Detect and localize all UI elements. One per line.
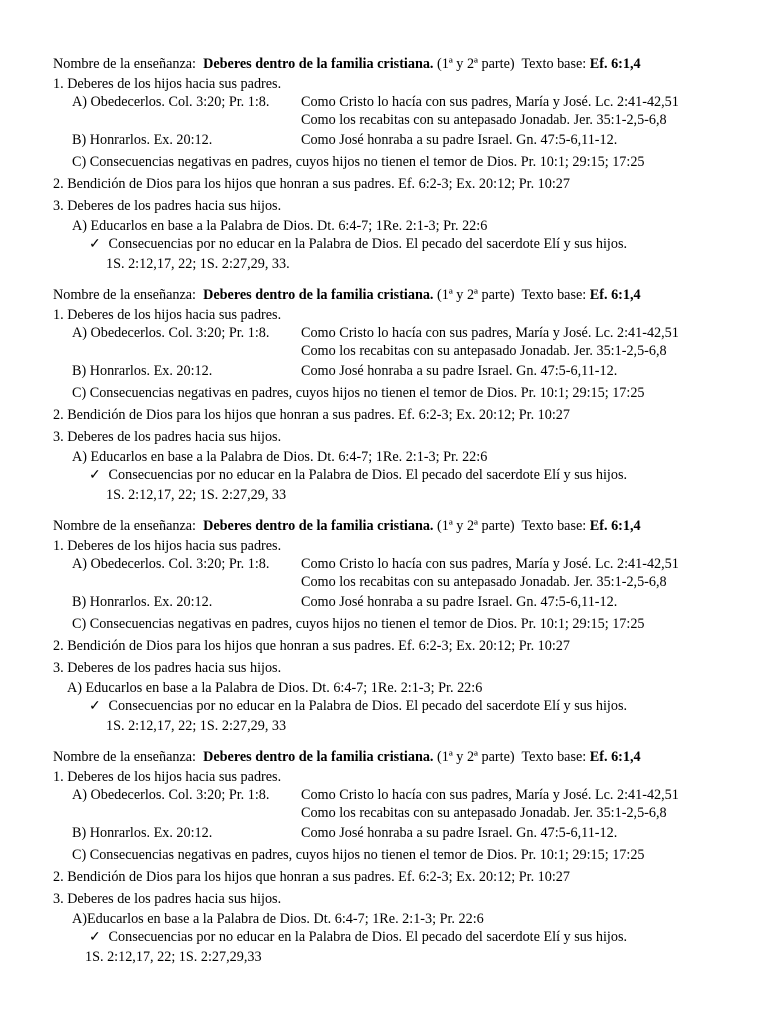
- item-2: 2. Bendición de Dios para los hijos que honran a sus padres. Ef. 6:2-3; Ex. 20:12; Pr. 10:27: [53, 869, 570, 885]
- lesson-block: [53, 285, 753, 505]
- title-ref: Ef. 6:1,4: [589, 56, 641, 72]
- check-text: Consecuencias por no educar en la Palabra de Dios. El pecado del sacerdote Elí y sus hijos.: [108, 929, 628, 945]
- title-prefix: Nombre de la enseñanza:: [53, 749, 196, 765]
- item-3: 3. Deberes de los padres hacia sus hijos.: [53, 429, 282, 445]
- item-1b-right: Como José honraba a su padre Israel. Gn. 47:5-6,11-12.: [301, 132, 618, 148]
- check-item: [53, 927, 753, 947]
- title-ref: Ef. 6:1,4: [589, 518, 641, 534]
- check-text: Consecuencias por no educar en la Palabra de Dios. El pecado del sacerdote Elí y sus hijos.: [108, 698, 628, 714]
- item-3a: A) Educarlos en base a la Palabra de Dios. Dt. 6:4-7; 1Re. 2:1-3; Pr. 22:6: [72, 218, 488, 234]
- lesson-title: [53, 54, 753, 74]
- lesson-title: [53, 285, 753, 305]
- item-2: 2. Bendición de Dios para los hijos que honran a sus padres. Ef. 6:2-3; Ex. 20:12; Pr. 10:27: [53, 407, 570, 423]
- title-ref: Ef. 6:1,4: [589, 749, 641, 765]
- check-refs: 1S. 2:12,17, 22; 1S. 2:27,29,33: [85, 949, 262, 965]
- title-prefix: Nombre de la enseñanza:: [53, 56, 196, 72]
- item-1a-left: A) Obedecerlos. Col. 3:20; Pr. 1:8.: [72, 556, 270, 572]
- title-texto: Texto base:: [521, 287, 587, 303]
- item-1: 1. Deberes de los hijos hacia sus padres.: [53, 538, 282, 554]
- item-1b-left: B) Honrarlos. Ex. 20:12.: [72, 363, 213, 379]
- item-1a-right-1: Como Cristo lo hacía con sus padres, María y José. Lc. 2:41-42,51: [301, 787, 679, 803]
- item-1b-left: B) Honrarlos. Ex. 20:12.: [72, 825, 213, 841]
- item-2: 2. Bendición de Dios para los hijos que honran a sus padres. Ef. 6:2-3; Ex. 20:12; Pr. 10:27: [53, 638, 570, 654]
- title-bold: Deberes dentro de la familia cristiana.: [203, 749, 434, 765]
- check-item: [53, 465, 753, 485]
- check-item: [53, 234, 753, 254]
- item-1a-right-2: Como los recabitas con su antepasado Jonadab. Jer. 35:1-2,5-6,8: [301, 805, 667, 821]
- item-3: 3. Deberes de los padres hacia sus hijos.: [53, 660, 282, 676]
- item-2: 2. Bendición de Dios para los hijos que honran a sus padres. Ef. 6:2-3; Ex. 20:12; Pr. 10:27: [53, 176, 570, 192]
- item-1a-right-2: Como los recabitas con su antepasado Jonadab. Jer. 35:1-2,5-6,8: [301, 574, 667, 590]
- item-1a: [53, 92, 753, 110]
- lesson-title: [53, 516, 753, 536]
- item-3: 3. Deberes de los padres hacia sus hijos.: [53, 198, 282, 214]
- item-1b: [53, 592, 753, 612]
- item-3a: A) Educarlos en base a la Palabra de Dios. Dt. 6:4-7; 1Re. 2:1-3; Pr. 22:6: [72, 449, 488, 465]
- item-1a-right-1: Como Cristo lo hacía con sus padres, María y José. Lc. 2:41-42,51: [301, 325, 679, 341]
- item-1b: [53, 823, 753, 843]
- item-1b: [53, 130, 753, 150]
- lesson-block: [53, 747, 753, 967]
- item-1a-cont: [53, 803, 753, 821]
- item-3: 3. Deberes de los padres hacia sus hijos.: [53, 891, 282, 907]
- item-1a-right-2: Como los recabitas con su antepasado Jonadab. Jer. 35:1-2,5-6,8: [301, 343, 667, 359]
- item-1: 1. Deberes de los hijos hacia sus padres.: [53, 307, 282, 323]
- item-1a-right-1: Como Cristo lo hacía con sus padres, María y José. Lc. 2:41-42,51: [301, 556, 679, 572]
- item-1a-cont: [53, 572, 753, 590]
- lesson-block: [53, 516, 753, 736]
- checkmark-icon: ✓: [89, 698, 101, 714]
- item-3a: A) Educarlos en base a la Palabra de Dios. Dt. 6:4-7; 1Re. 2:1-3; Pr. 22:6: [67, 680, 483, 696]
- item-3a: A)Educarlos en base a la Palabra de Dios. Dt. 6:4-7; 1Re. 2:1-3; Pr. 22:6: [72, 911, 484, 927]
- check-item: [53, 696, 753, 716]
- item-1b-right: Como José honraba a su padre Israel. Gn. 47:5-6,11-12.: [301, 363, 618, 379]
- title-paren: (1ª y 2ª parte): [437, 518, 515, 534]
- item-1a-left: A) Obedecerlos. Col. 3:20; Pr. 1:8.: [72, 94, 270, 110]
- item-1b: [53, 361, 753, 381]
- title-bold: Deberes dentro de la familia cristiana.: [203, 518, 434, 534]
- item-1c: C) Consecuencias negativas en padres, cuyos hijos no tienen el temor de Dios. Pr. 10:1; 29:15; 17:25: [72, 385, 645, 401]
- item-1b-right: Como José honraba a su padre Israel. Gn. 47:5-6,11-12.: [301, 825, 618, 841]
- title-prefix: Nombre de la enseñanza:: [53, 518, 196, 534]
- title-texto: Texto base:: [521, 518, 587, 534]
- item-1b-left: B) Honrarlos. Ex. 20:12.: [72, 132, 213, 148]
- item-1a-cont: [53, 341, 753, 359]
- item-1a: [53, 554, 753, 572]
- lesson-block: [53, 54, 753, 274]
- item-1b-left: B) Honrarlos. Ex. 20:12.: [72, 594, 213, 610]
- checkmark-icon: ✓: [89, 236, 101, 252]
- item-1c: C) Consecuencias negativas en padres, cuyos hijos no tienen el temor de Dios. Pr. 10:1; 29:15; 17:25: [72, 616, 645, 632]
- item-1c: C) Consecuencias negativas en padres, cuyos hijos no tienen el temor de Dios. Pr. 10:1; 29:15; 17:25: [72, 154, 645, 170]
- title-prefix: Nombre de la enseñanza:: [53, 287, 196, 303]
- check-refs: 1S. 2:12,17, 22; 1S. 2:27,29, 33.: [106, 256, 290, 272]
- check-text: Consecuencias por no educar en la Palabra de Dios. El pecado del sacerdote Elí y sus hijos.: [108, 467, 628, 483]
- item-1c: C) Consecuencias negativas en padres, cuyos hijos no tienen el temor de Dios. Pr. 10:1; 29:15; 17:25: [72, 847, 645, 863]
- check-refs: 1S. 2:12,17, 22; 1S. 2:27,29, 33: [106, 718, 287, 734]
- item-1a-left: A) Obedecerlos. Col. 3:20; Pr. 1:8.: [72, 325, 270, 341]
- item-1: 1. Deberes de los hijos hacia sus padres.: [53, 769, 282, 785]
- item-1a-right-1: Como Cristo lo hacía con sus padres, María y José. Lc. 2:41-42,51: [301, 94, 679, 110]
- title-paren: (1ª y 2ª parte): [437, 287, 515, 303]
- title-bold: Deberes dentro de la familia cristiana.: [203, 56, 434, 72]
- item-1a: [53, 785, 753, 803]
- title-texto: Texto base:: [521, 749, 587, 765]
- item-1a-cont: [53, 110, 753, 128]
- item-1b-right: Como José honraba a su padre Israel. Gn. 47:5-6,11-12.: [301, 594, 618, 610]
- title-texto: Texto base:: [521, 56, 587, 72]
- item-1a-left: A) Obedecerlos. Col. 3:20; Pr. 1:8.: [72, 787, 270, 803]
- lesson-title: [53, 747, 753, 767]
- check-text: Consecuencias por no educar en la Palabra de Dios. El pecado del sacerdote Elí y sus hijos.: [108, 236, 628, 252]
- title-bold: Deberes dentro de la familia cristiana.: [203, 287, 434, 303]
- item-1a: [53, 323, 753, 341]
- checkmark-icon: ✓: [89, 467, 101, 483]
- item-1a-right-2: Como los recabitas con su antepasado Jonadab. Jer. 35:1-2,5-6,8: [301, 112, 667, 128]
- item-1: 1. Deberes de los hijos hacia sus padres.: [53, 76, 282, 92]
- title-paren: (1ª y 2ª parte): [437, 749, 515, 765]
- title-ref: Ef. 6:1,4: [589, 287, 641, 303]
- title-paren: (1ª y 2ª parte): [437, 56, 515, 72]
- checkmark-icon: ✓: [89, 929, 101, 945]
- check-refs: 1S. 2:12,17, 22; 1S. 2:27,29, 33: [106, 487, 287, 503]
